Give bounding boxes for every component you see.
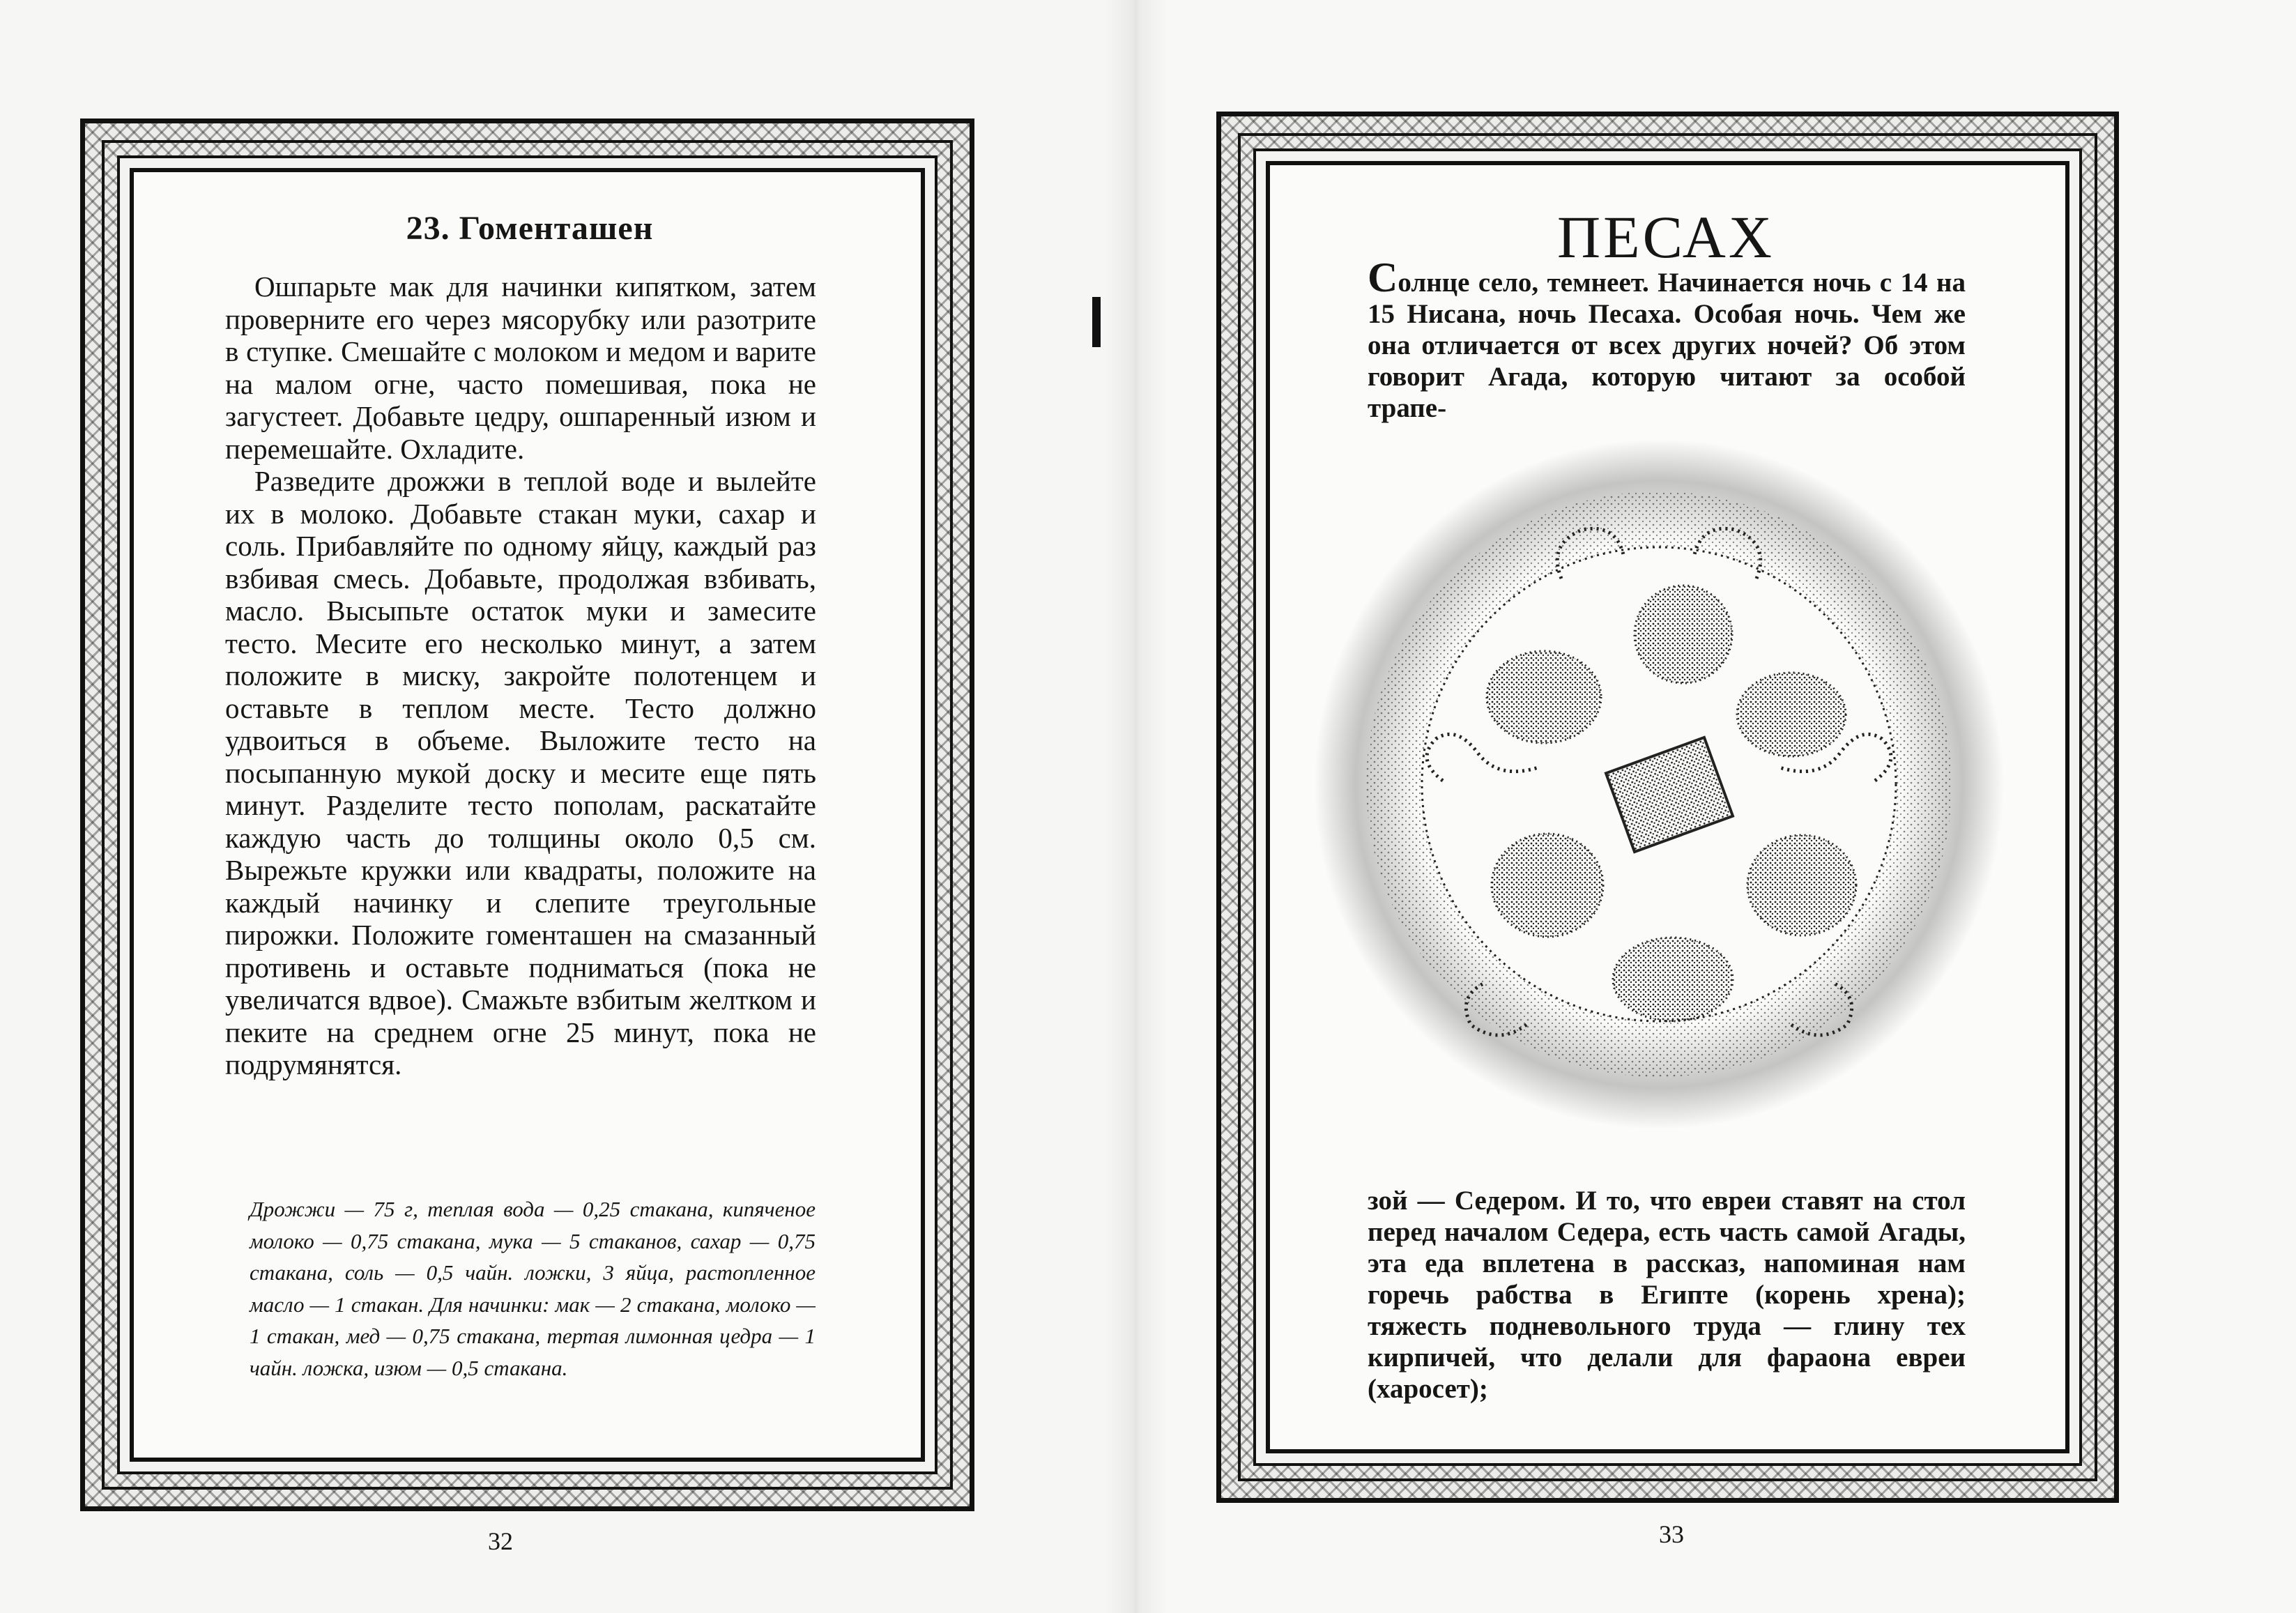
recipe-paragraph-filling: Ошпарьте мак для начинки кипятком, затем проверните его через мясорубку или разотрите в ступке. Смешайте с молоком и медом и варите на малом огне, часто помешивая, пока не загустеет. Добавьте цедру, ошпаренный изюм и перемешайте. Охладите. — [225, 270, 816, 465]
page-number-left: 32 — [488, 1527, 513, 1555]
recipe-instructions — [225, 270, 816, 1081]
chapter-title: ПЕСАХ — [1557, 204, 1775, 270]
intro-text: олнце село, темнеет. Начинается ночь с 14 на 15 Нисана, ночь Песаха. Особая ночь. Чем же она отличается от всех других ночей? Об этом говорит Агада, которую читают за особой трапе- — [1368, 268, 1966, 423]
recipe-title: 23. Гоменташен — [406, 210, 654, 247]
ingredients-list: Дрожжи — 75 г, теплая вода — 0,25 стакана, кипяченое молоко — 0,75 стакана, мука — 5 стаканов, сахар — 0,75 стакана, соль — 0,5 чайн. ложки, 3 яйца, растопленное масло — 1 стакан. Для начинки: мак — 2 стакана, молоко — 1 стакан, мед — 0,75 стакана, тертая лимонная цедра — 1 чайн. ложка, изюм — 0,5 стакана. — [250, 1197, 816, 1380]
book-gutter — [1105, 0, 1168, 1613]
seder-plate-icon — [1310, 432, 2007, 1136]
recipe-paragraph-dough: Разведите дрожжи в теплой воде и вылейте их в молоко. Добавьте стакан муки, сахар и соль. Прибавляйте по одному яйцу, каждый раз взбивая смесь. Добавьте, продолжая взбивать, масло. Высыпьте остаток муки и замесите тесто. Месите его несколько минут, а затем положите в миску, закройте полотенцем и оставьте в теплом месте. Тесто должно удвоиться в объеме. Выложите тесто на посыпанную мукой доску и месите еще пять минут. Разделите тесто пополам, раскатайте каждую часть до толщины около 0,5 см. Вырежьте кружки или квадраты, положите на каждый начинку и слепите треугольные пирожки. Положите гоменташен на смазанный противень и оставьте подниматься (пока не увеличатся вдвое). Смажьте взбитым желтком и пеките на среднем огне 25 минут, пока не подрумянятся. — [225, 465, 816, 1080]
scan-mark — [1092, 297, 1101, 347]
page-number-right: 33 — [1659, 1520, 1684, 1548]
continued-paragraph: зой — Седером. И то, что евреи ставят на стол перед началом Седера, есть часть самой Агады, эта еда вплетена в рассказ, напоминая нам горечь рабства в Египте (корень хрена); тяжесть подневольного труда — глину тех кирпичей, что делали для фараона евреи (харосет); — [1368, 1186, 1966, 1404]
intro-paragraph — [1368, 254, 1966, 424]
drop-cap: С — [1368, 254, 1398, 300]
